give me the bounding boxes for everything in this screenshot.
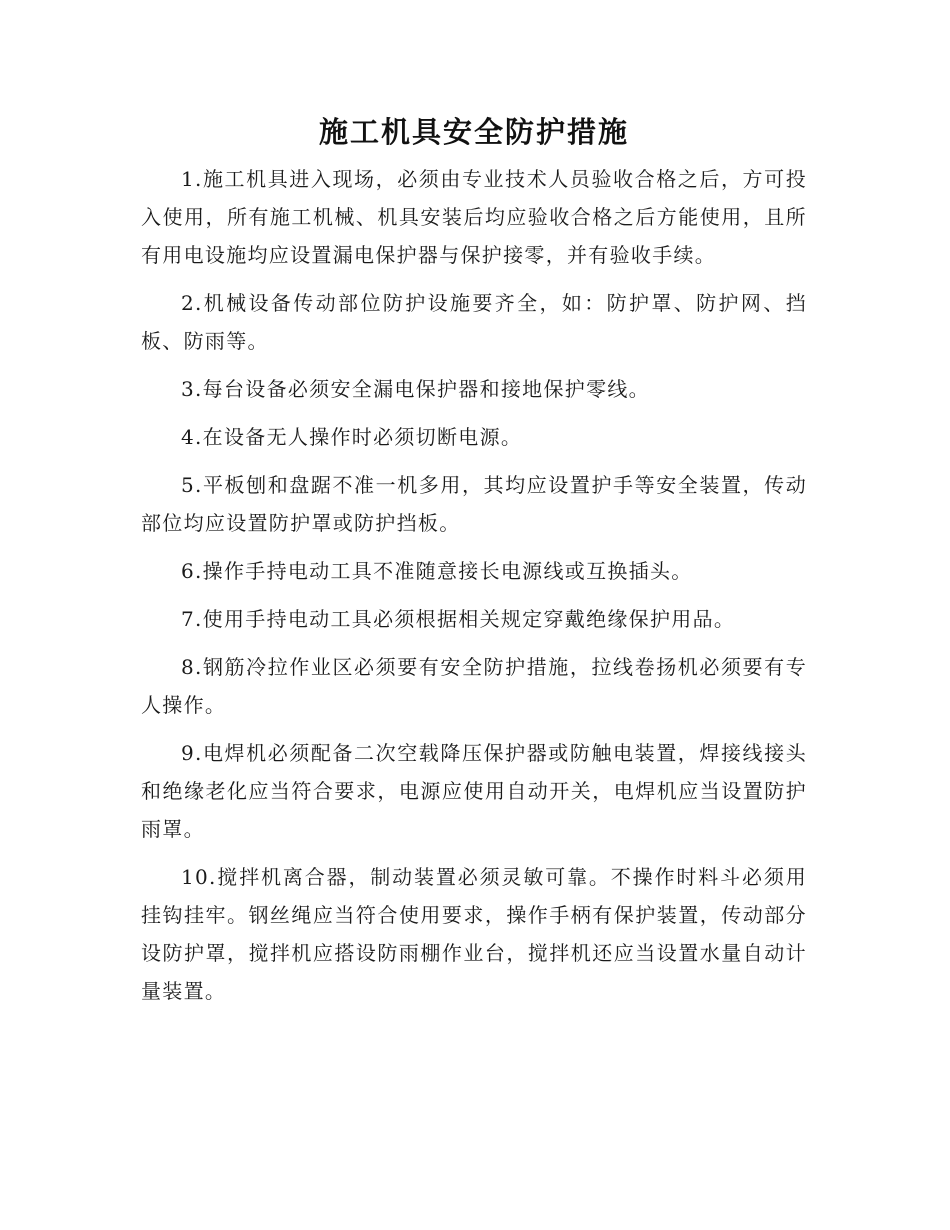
paragraph-8: 8.钢筋冷拉作业区必须要有安全防护措施，拉线卷扬机必须要有专人操作。 — [141, 655, 807, 717]
paragraph-4: 4.在设备无人操作时必须切断电源。 — [181, 425, 523, 449]
paragraph-6: 6.操作手持电动工具不准随意接长电源线或互换插头。 — [181, 559, 693, 583]
paragraph-1: 1.施工机具进入现场，必须由专业技术人员验收合格之后，方可投入使用，所有施工机械、机具安装后均应验收合格之后方能使用，且所有用电设施均应设置漏电保护器与保护接零，并有验收手续。 — [141, 167, 807, 267]
paragraph-5: 5.平板刨和盘踞不准一机多用，其均应设置护手等安全装置，传动部位均应设置防护罩或防护挡板。 — [141, 473, 807, 535]
paragraph-2: 2.机械设备传动部位防护设施要齐全，如：防护罩、防护网、挡板、防雨等。 — [141, 291, 807, 353]
paragraph-9: 9.电焊机必须配备二次空载降压保护器或防触电装置，焊接线接头和绝缘老化应当符合要求，电源应使用自动开关，电焊机应当设置防护雨罩。 — [141, 741, 807, 841]
paragraph-7: 7.使用手持电动工具必须根据相关规定穿戴绝缘保护用品。 — [181, 607, 736, 631]
paragraph-3: 3.每台设备必须安全漏电保护器和接地保护零线。 — [181, 377, 650, 401]
document-page — [141, 110, 807, 1020]
document-title: 施工机具安全防护措施 — [318, 115, 629, 149]
paragraph-10: 10.搅拌机离合器，制动装置必须灵敏可靠。不操作时料斗必须用挂钩挂牢。钢丝绳应当符合使用要求，操作手柄有保护装置，传动部分设防护罩，搅拌机应搭设防雨棚作业台，搅拌机还应当设置水量自动计量装置。 — [141, 865, 807, 1003]
